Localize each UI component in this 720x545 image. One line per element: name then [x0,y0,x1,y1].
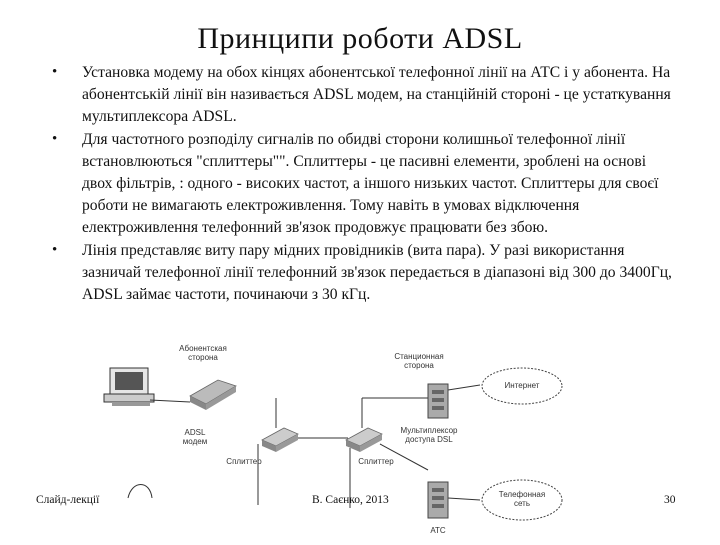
bullet-item [52,240,672,305]
bullet-item [52,62,672,127]
computer-icon [104,368,154,406]
page-number: 30 [664,494,676,506]
station-side-label: Станционная сторона [394,352,444,370]
ats-label: АТС [430,526,446,535]
footer-author: В. Саєнко, 2013 [312,494,389,506]
subscriber-side-label: Абонентская сторона [179,344,227,362]
ats-icon [428,482,448,518]
adsl-diagram [0,330,720,540]
slide-title: Принципи роботи ADSL [197,22,523,55]
bullet-text: Лінія представляє виту пару мідних провідників (вита пара). У разі використання зазничай телефонної лінії телефонний зв'язок передається в діапазоні від 300 до 3400Гц, ADSL займає частоти, починаючи з 30 кГц. [82,242,672,303]
adsl-diagram-svg [0,330,720,540]
splitter-label: Сплиттер [358,457,394,466]
modem-label: ADSL модем [182,428,208,446]
multiplexer-label: Мультиплексор доступа DSL [400,426,458,444]
pc-cable [150,400,190,402]
footer-left: Слайд-лекції [36,494,100,506]
modem-icon [190,380,236,410]
bullet-icon: • [52,131,58,148]
bullet-text: Для частотного розподілу сигналів по обидві сторони колишньої телефонної лінії встановлюються "сплиттеры"". Сплиттеры - це пасивні елементи, зроблені на основі двох фільтрів, : одного - високих частот, а іншого низьких частот. Сплиттеры для своєї роботи не вимагають електроживлення. Тому навіть в умовах відключення електроживлення телефонний зв'язок продовжує працювати без збою. [82,131,659,236]
bullet-text: Установка модему на обох кінцях абонентської телефонної лінії на АТС і у абонента. На абонентській лінії він називається ADSL модем, на станційній стороні - це устаткування мультиплексора ADSL. [82,64,671,125]
bullet-icon: • [52,242,58,259]
bullet-icon: • [52,64,58,80]
bullet-item [52,129,672,238]
bullet-list [52,62,672,308]
multiplexer-icon [428,384,448,418]
internet-label: Интернет [504,381,540,390]
splitter-icon [262,428,298,452]
splitter-icon [346,428,382,452]
splitter-label: Сплиттер [226,457,262,466]
phone-network-label: Телефонная сеть [498,490,546,508]
phone-cord-icon [128,485,152,499]
